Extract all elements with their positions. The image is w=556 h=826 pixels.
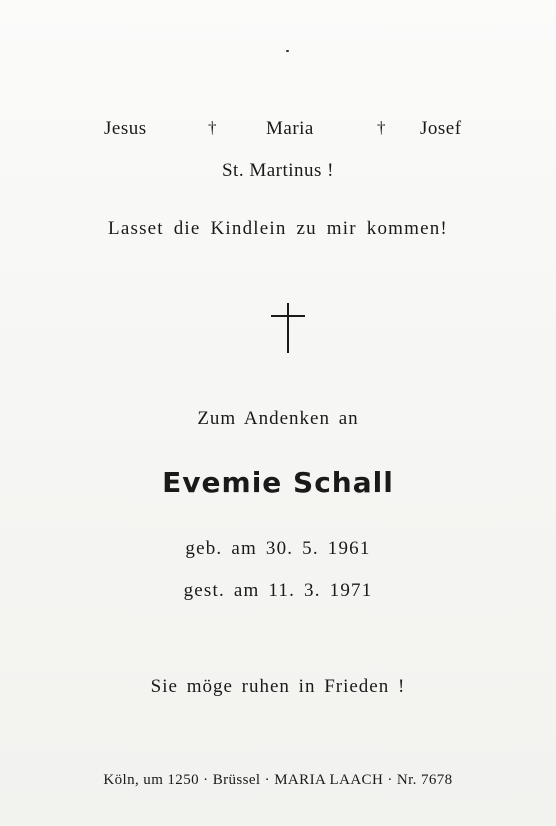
memorial-heading: Zum Andenken an xyxy=(197,408,359,429)
invocation-maria: Maria xyxy=(266,118,314,139)
saint-name: St. Martinus ! xyxy=(221,160,335,181)
blessing-line: Sie möge ruhen in Frieden ! xyxy=(150,676,406,697)
birth-date: geb. am 30. 5. 1961 xyxy=(185,538,371,559)
print-speck xyxy=(286,50,289,52)
small-cross-icon: † xyxy=(208,118,217,137)
deceased-name: Evemie Schall xyxy=(162,466,394,499)
small-cross-icon: † xyxy=(377,118,386,137)
latin-cross-icon xyxy=(270,302,306,354)
death-date: gest. am 11. 3. 1971 xyxy=(183,580,373,601)
invocation-jesus: Jesus xyxy=(104,118,147,139)
invocation-josef: Josef xyxy=(420,118,462,139)
invocation-line xyxy=(0,118,556,144)
scripture-verse: Lasset die Kindlein zu mir kommen! xyxy=(108,218,448,239)
printer-footer: Köln, um 1250 · Brüssel · MARIA LAACH · Nr. 7678 xyxy=(103,772,453,788)
